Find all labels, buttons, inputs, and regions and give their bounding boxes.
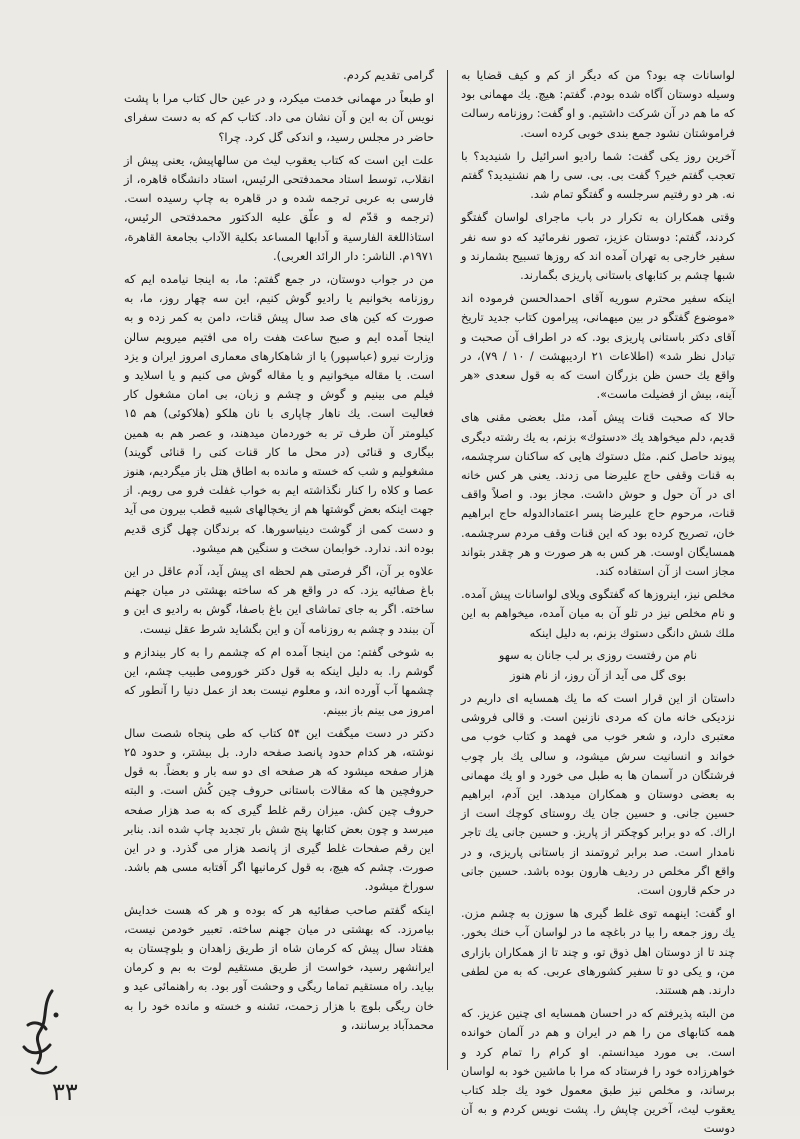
paragraph: اینکه گفتم صاحب صفائیه هر که بوده و هر که هست خدایش بیامرزد. که بهشتی در میان جهنم ساخته. تعبیر خودمن نیست، هفتاد سال پیش که کرمان شاه از طریق زاهدان و بلوچستان به ایرانشهر رسید، خواست از طریق مستقیم لوت به بم و کرمان بیاید. راه مستقیم تماما ریگی و وحشت آور بود. به راهنمائی عید و خان ریگی بلوچ با هزار زحمت، تشنه و خسته و مانده خود را به محمدآباد برسانند، و: [124, 902, 434, 1032]
kerman-logo: [12, 985, 72, 1085]
column-divider: [447, 70, 448, 1070]
poem-line: نام من رفتست روزی بر لب جانان به سهو: [498, 647, 698, 662]
paragraph: علت این است که کتاب یعقوب لیث من سالهاپیش، یعنی پیش از انقلاب، توسط استاد محمدفتحی الرئیس، استاد دانشگاه قاهره، از فارسی به عربی ترجمه شده و در قاهره به چاپ رسیده است. (ترجمه و قدّم له و علّق علیه الدکتور محمدفتحی الرئیس، استاذاللغة الفارسیة و آدابها المساعد بکلیة الآداب بجامعة القاهرة، ۱۹۷۱م. الناشر: دار الرائد العربی).: [124, 152, 434, 263]
right-text-column: [461, 66, 735, 1139]
paragraph: من البته پذیرفتم که در احسان همسایه ای چنین عزیز. که همه کتابهای من را هم در ایران و هم در آلمان خوانده است. بی مورد میدانستم. او کرام را تمام کرد و خواهرزاده خود را فرستاد که مرا با ماشین خود به لواسان برساند، و مخلص نیز طبق معمول خود یك جلد کتاب یعقوب لیث، آخرین چاپش را. پشت نویس کردم و به آن دوست: [461, 1006, 735, 1136]
paragraph: من در جواب دوستان، در جمع گفتم: ما، به اینجا نیامده ایم که روزنامه بخوانیم یا رادیو گوش کنیم، این سه چهار روز، ما، به صورت که کین های صد سال پیش قنات، دامن به کمر زده و به اینجا آمده ایم و صبح ساعت هفت راه می افتیم میرویم سالن وزارت نیرو (عباسپور) یا از شاهکارهای معماری امروز ایران و یزد است. یا مقاله میخوانیم و یا مقاله گوش می کنیم و یا اسلاید و فیلم می بینیم و گوش و چشم و زبان، بی امان مشغول کار فعالیت است. یك ناهار چاپاری با نان هلکو (هلاکوئی) هم ۱۵ کیلومتر آن طرف تر به خوردمان میدهند، و عصر هم به همین بیگاری و قنائی (در محل ما کار قنات کنی را قنائی گویند) مشغولیم و شب که خسته و مانده به اطاق هتل باز میگردیم، هنوز عصا و کلاه را کنار نگذاشته ایم به خواب غفلت فرو می رویم. از جهت اینکه بعض گوشتها هم از یخچالهای شبیه قطب بیرون می آید و دست کمی از گوشت دینیاسورها. که برندگان چهل گزی قدیم بوده اند. ندارد. خوابمان سخت و سنگین هم میشود.: [124, 272, 434, 555]
poem-verse: [461, 645, 735, 685]
page-number: ۳۳: [52, 1078, 78, 1106]
paragraph: او گفت: اینهمه توی غلط گیری ها سوزن به چشم مزن. یك روز جمعه را بیا در باغچه ما در لواسان آب خنك بخور. چند تا از دوستان اهل ذوق تو، و چند تا از همکاران بازاری من، و یکی دو تا سفیر کشورهای عربی. که به من لطفی دارند. هم هستند.: [461, 906, 735, 997]
paragraph: به شوخی گفتم: من اینجا آمده ام که چشمم را به کار بیندازم و گوشم را. به دلیل اینکه به قول دکتر خورومی طبیب چشم، این چشمها آب آورده اند، و معلوم نیست بعد از عمل دنیا را آنطور که امروز می بینم باز ببینم.: [124, 644, 434, 717]
paragraph: دکتر در دست میگفت این ۵۴ کتاب که طی پنجاه شصت سال نوشته، هر کدام حدود پانصد صفحه دارد. بل بیشتر، و حدود ۲۵ هزار صفحه میشود که هر صفحه ای دو سه بار و بعضاً. به قول حروفچین ها که مقالات باستانی حروف چین کُش است. و البته حروف چین کش. میزان رقم غلط گیری که به صد هزار صفحه میرسد و چون بعض کتابها پنج شش بار تجدید چاپ شده اند. بنابر این رقم صفحات غلط گیری از پانصد هزار می گذرد. و در این صورت. چشم که هیچ، به قول کرمانیها اگر آفتابه مسی هم باشد. سوراخ میشود.: [124, 725, 434, 894]
paragraph: گرامی تقدیم کردم.: [343, 68, 434, 82]
paragraph: حالا که صحبت قنات پیش آمد، مثل بعضی مقنی های قدیم، دلم میخواهد یك «دستوك» بزنم، به یك رشته دیگری پیوند حاصل کنم. مثل دستوك هایی که ساکنان سرچشمه، به قنات وقفی حاج علیرضا می زدند. یعنی هر کس خانه ای در آن حول و حوش داشت. مجاز بود. و اصلاً واقف قنات، مرحوم حاج علیرضا پسر اعتمادالدوله حاج ابراهیم خان، تصریح کرده بود که این قنات وقف مردم سرچشمه. همسایگان اوست. هر کس به هر صورت و هر چقدر بتواند مجاز است از آن استفاده کند.: [461, 410, 735, 579]
paragraph: وقتی همکاران به تکرار در باب ماجرای لواسان گفتگو کردند، گفتم: دوستان عزیز، تصور نفرمائید که دو سه نفر سفیر خارجی به تهران آمده اند که روزها تسبیح بشمارند و شبها چشم بر کتابهای باستانی پاریزی بگمارند.: [461, 210, 735, 283]
paragraph: آخرین روز یکی گفت: شما رادیو اسرائیل را شنیدید؟ با تعجب گفتم خیر؟ گفت بی. بی. سی را هم نشنیدید؟ گفتم نه. هر دو رفتیم سرجلسه و گفتگو تمام شد.: [461, 148, 735, 202]
paragraph: مخلص نیز، اینروزها که گفتگوی ویلای لواسانات پیش آمده. و نام مخلص نیز در تلو آن به میان آمده، میخواهم به این ملك شش دانگی دستوك بزنم، به دلیل اینکه: [461, 587, 735, 640]
paragraph: اینکه سفیر محترم سوریه آقای احمدالحسن فرموده اند «موضوع گفتگو در بین میهمانی، پیرامون کتاب جدید تاریخ آقای دکتر باستانی پاریزی بود. که در اطراف آن صحبت و تبادل نظر شد» (اطلاعات ۲۱ اردیبهشت / ۱۰ / ۷۹)، در واقع یك حسن ظن بزرگان است که به قول سعدی «هر آینه، بیش از فضیلت ماست».: [461, 291, 735, 402]
paragraph: او طبعاً در مهمانی خدمت میکرد، و در عین حال کتاب مرا با پشت نویس آن به این و آن نشان می داد. کتاب کم که به دست سفرای حاضر در مجلس رسید، و اندکی گل کرد. چرا؟: [124, 91, 434, 144]
poem-line: بوی گل می آید از آن روز، از نام هنوز: [509, 667, 687, 682]
paragraph: لواسانات چه بود؟ من که دیگر از کم و کیف قضایا به وسیله دوستان آگاه شده بودم. گفتم: هیچ. یك مهمانی بود که ما هم در آن شرکت داشتیم. و او گفت: روزنامه رسالت فراموشتان نشود جمع بندی خوبی کرده است.: [461, 68, 735, 140]
paragraph: علاوه بر آن، اگر فرصتی هم لحظه ای پیش آید، آدم عاقل در این باغ صفائیه یزد. که در واقع هر که ساخته بهشتی در میان جهنم ساخته. اگر به جای تماشای این باغ باصفا، گوش به رادیو ی این و آن ببندد و چشم به روزنامه آن و این بگشاید شرط عقل نیست.: [124, 564, 434, 636]
left-text-column: [124, 66, 434, 1035]
paragraph: داستان از این قرار است که ما یك همسایه ای داریم در نزدیکی خانه مان که مردی نازنین است. و قالی فروشی معتبری دارد، و شعر خوب می فهمد و کتاب خوب می خواند و انسانیت سرش میشود، و سالی یك بار چوب فرشتگان در آسمان ها به طبل می خورد و او یك مهمانی به بعضی دوستان و همکاران میدهد. این آدم، ابراهیم حسین جانی. و حسین جان یك روستای کوچك است از اراك. که دو برابر کوچکتر از پاریز. و حسین جانی یك تاجر نامدار است. صد برابر ثروتمند از باستانی پاریزی، و در واقع اگر مخلص در ردیف هارون بوده باشد. حسین جانی در حکم قارون است.: [461, 690, 735, 897]
